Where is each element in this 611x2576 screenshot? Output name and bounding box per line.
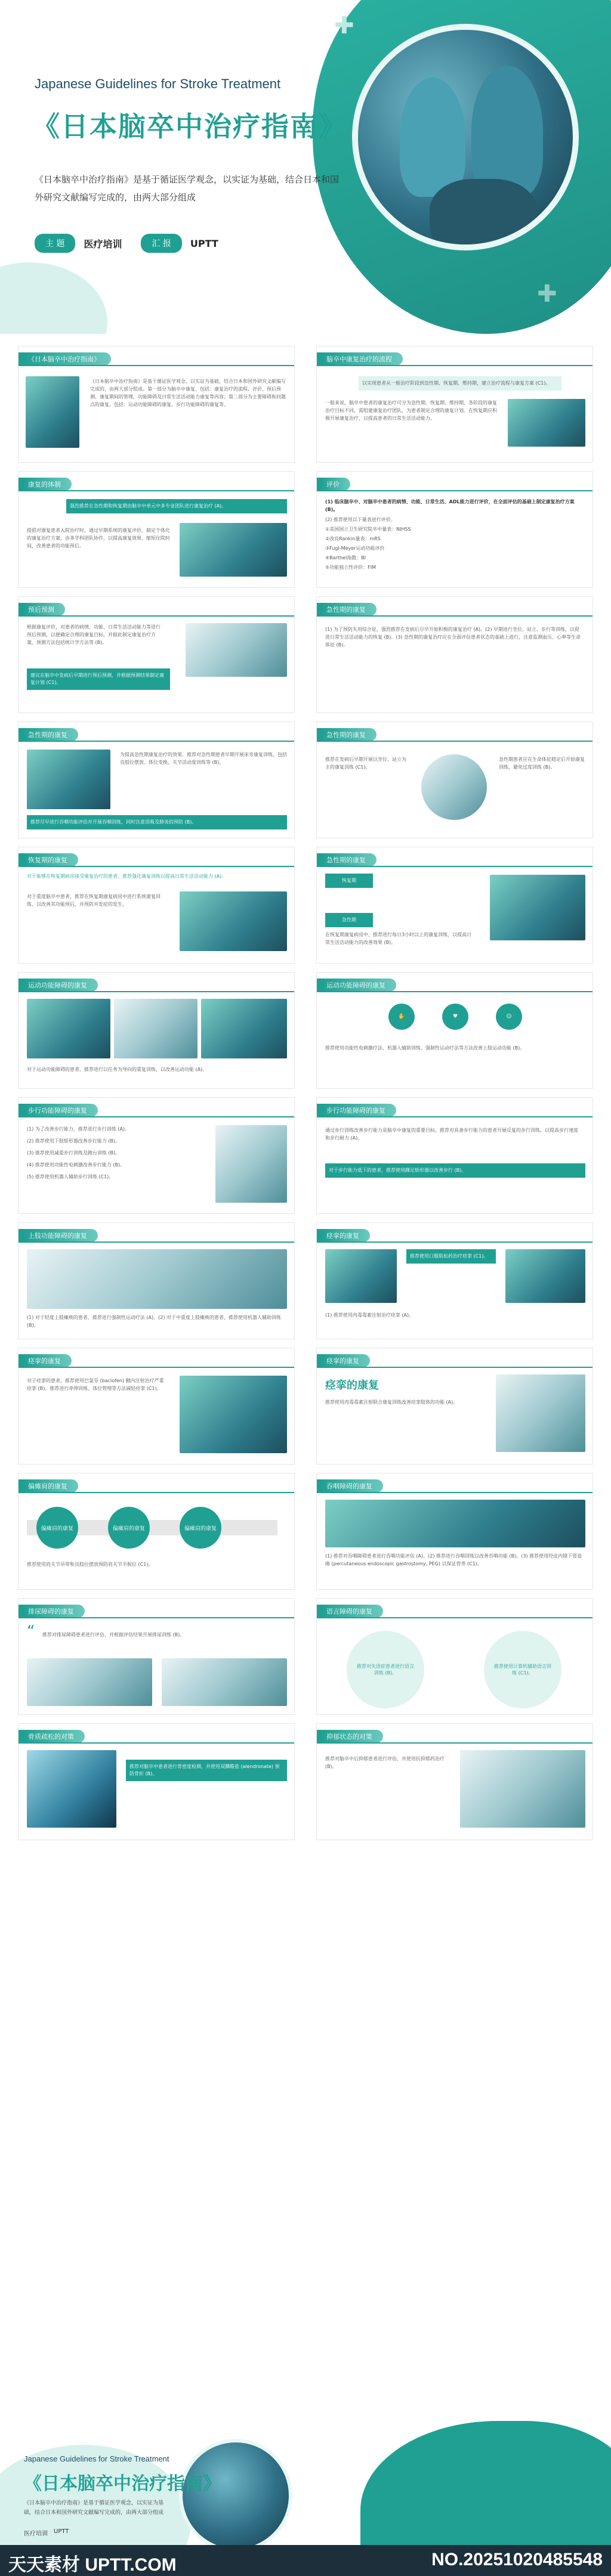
photo (27, 750, 110, 809)
slide-title: 骨质疏松的对策 (23, 1730, 85, 1743)
slide-body: 推荐对脑卒中后抑郁患者进行评估，并使用抗抑郁药治疗 (B)。 (325, 1756, 445, 1769)
photo (114, 999, 198, 1058)
slide (316, 596, 593, 713)
slide (316, 471, 593, 588)
slide-title: 痉挛的康复 (322, 1229, 370, 1242)
slide-box: 推荐使用口服肌松药治疗痉挛 (C1)。 (406, 1249, 496, 1264)
slide-lead: (1) 临床脑卒中、对脑卒中患者的病情、功能、日常生活、ADL能力进行评价，在全面评估的基础上制定康复治疗方案 (B)。 (325, 499, 575, 512)
photo (180, 891, 287, 951)
step-circle: 偏瘫肩的康复 (180, 1507, 221, 1549)
slide-item: (2) 推荐使用以下量表进行评价。 (325, 517, 396, 522)
slide-subheading: 急性期 (325, 913, 373, 927)
slide-lead: 以实现患者从一般治疗阶段到急性期、恢复期、维持期，建立治疗流程与康复方案 (C1)。 (359, 376, 561, 391)
slide (18, 1348, 295, 1465)
hero-english-title: Japanese Guidelines for Stroke Treatment (35, 76, 281, 91)
slide-title: 痉挛的康复 (322, 1354, 370, 1367)
slide (316, 722, 593, 838)
slide-box: 推荐对脑卒中患者进行骨密度检测，并使用双膦酸盐 (alendronate) 预防骨折 (B)。 (126, 1760, 287, 1781)
slide-body: (1) 为了预防失用综合征，强烈推荐在发病后尽早开始积极的康复治疗 (A)。(2) 早期进行坐位、站立、步行等训练，以促进日常生活活动能力的恢复 (B)。(3) 急性期的康复治疗应在全面评估患者状态的基础上进行，注意监测血压、心率等生命体征 (B)。 (325, 627, 581, 648)
slide-body: 通过步行训练改善步行能力是脑卒中康复的重要目标，推荐对具备步行能力的患者开展反复的步行训练，以提高步行速度和步行耐力 (A)。 (325, 1128, 578, 1141)
slide-body: 提倡对康复患者入院治疗时，通过早期系统的康复评价，制定个体化的康复治疗方案，由多学科团队协作，以提高康复效果，缩短住院时间，改善患者的功能预后。 (27, 528, 170, 549)
slide-title: 急性期的康复 (322, 603, 377, 616)
slide-box: 推荐尽早进行吞咽功能评估并开展吞咽训练，同时注意误吸及肺炎的预防 (B)。 (27, 815, 287, 829)
slide-title: 排尿障碍的康复 (23, 1605, 85, 1618)
slide-title: 抑郁状态的对策 (322, 1730, 383, 1743)
slide-title: 急性期的康复 (23, 728, 78, 741)
hero-description: 《日本脑卒中治疗指南》是基于循证医学观念，以实证为基础，结合日本和国外研究文献编写完成的，由两大部分组成 (35, 174, 340, 203)
photo (186, 623, 287, 677)
hero-shape-small (0, 262, 107, 334)
user-icon: ☺ (496, 1004, 522, 1030)
photo (180, 523, 287, 577)
hero-tags (35, 234, 229, 253)
slide-lead: 强烈推荐在急性期和恢复期由脑卒中单元中多专业团队进行康复治疗 (A)。 (66, 499, 287, 513)
slide-title: 语言障碍的康复 (322, 1605, 383, 1618)
slide-title: 急性期的康复 (322, 728, 377, 741)
slide-body: 推荐对排尿障碍患者进行评估，并根据评估结果开展排尿训练 (B)。 (42, 1632, 185, 1637)
slide-body: (1) 对于轻度上肢瘫痪的患者，推荐进行强制性运动疗法 (A)。(2) 对于中重度上肢瘫痪的患者，推荐使用机器人辅助训练 (B)。 (27, 1315, 282, 1328)
photo (26, 376, 79, 448)
slide-lead: 对于能够在恢复期病房接受康复治疗的患者，推荐强化康复训练以提高日常生活活动能力 (A)。 (27, 874, 227, 879)
slide-header (18, 352, 111, 366)
slide-body: (1) 推荐对吞咽障碍患者进行吞咽功能评估 (A)。(2) 推荐进行吞咽训练以改善吞咽功能 (B)。(3) 推荐使用经皮内镜下胃造瘘 (percutaneous endoscopic gastrostomy, PEG) 以保证营养 (C1)。 (325, 1553, 582, 1566)
info-circle: 推荐对失语症患者进行语言训练 (B)。 (347, 1631, 424, 1708)
slide-right-text: 急性期患者应在生命体征稳定后开始康复训练，避免过度训练 (B)。 (499, 757, 585, 770)
slide-title: 吞咽障碍的康复 (322, 1479, 383, 1493)
surgery-photo (352, 24, 579, 250)
heart-icon: ♥ (442, 1004, 468, 1030)
slide-title: 步行功能障碍的康复 (322, 1104, 396, 1117)
photo (508, 399, 585, 447)
slide (18, 722, 295, 838)
plus-icon: ✚ (334, 12, 354, 39)
slide-title: 急性期的康复 (322, 853, 377, 866)
slide (18, 1222, 295, 1339)
step-circle: 偏瘫肩的康复 (36, 1507, 78, 1549)
slide (316, 847, 593, 964)
watermark-id: NO.20251020485548 (431, 2550, 603, 2569)
hand-icon: ✋ (388, 1004, 415, 1030)
slide (18, 596, 295, 713)
slide-body: 《日本脑卒中治疗指南》是基于循证医学观念，以实证为基础，结合日本和国外研究文献编写完成的，由两大部分组成。第一部分为脑卒中康复、包括：康复治疗的流程、评价、预后预测、康复期间的管理，功能障碍及日常生活活动能力康复等内容；第二部分为主要障碍和问题点的康复，包括：运动功能障碍的康复、步行功能障碍的康复等。 (90, 379, 286, 407)
slide-body: 推荐使用肉毒毒素注射联合康复训练改善痉挛肢体的功能 (A)。 (325, 1400, 458, 1405)
slide-item: ①美国国立卫生研究院卒中量表：NIHSS (325, 527, 411, 532)
report-value: UPTT (190, 237, 218, 249)
slide-title: 步行功能障碍的康复 (23, 1104, 98, 1117)
photo (27, 999, 110, 1058)
slide-body: 对于运动功能障碍的患者，推荐进行以任务为导向的重复训练，以改善运动功能 (A)。 (27, 1067, 208, 1072)
slide-title: 运动功能障碍的康复 (322, 979, 396, 992)
hero-cover (0, 0, 611, 334)
photo (27, 1658, 152, 1706)
slide (18, 1097, 295, 1214)
plus-icon: ✚ (537, 280, 557, 308)
quote-icon: “ (27, 1623, 35, 1640)
slide-body: 对于痉挛的患者，推荐使用巴氯芬 (baclofen) 鞘内注射治疗严重痉挛 (B)。推荐进行牵伸训练、体位管理等方法减轻痉挛 (C1)。 (27, 1378, 164, 1391)
slide-item: ③Fugl-Meyer运动功能评价 (325, 546, 385, 551)
slide (316, 1222, 593, 1339)
photo (496, 1374, 585, 1452)
slide-title: 脑卒中康复治疗的流程 (322, 352, 403, 366)
slide (316, 1473, 593, 1590)
slide-item: ⑤功能独立性评价：FIM (325, 565, 377, 570)
slide-title: 上肢功能障碍的康复 (23, 1229, 98, 1242)
step-circle: 偏瘫肩的康复 (108, 1507, 150, 1549)
slide-item: ④Barthel指数：BI (325, 555, 366, 561)
slide-body: 一般来说，脑卒中患者的康复治疗可分为急性期、恢复期、维持期，各阶段的康复治疗目标不同，需组建康复治疗团队，为患者制定合理的康复计划。在恢复期应积极开展康复治疗，以提高患者的日常生活活动能力。 (325, 400, 497, 421)
slide-item: ②改良Rankin量表：mRS (325, 536, 381, 541)
slide-title: 评价 (322, 478, 350, 491)
photo (325, 1500, 585, 1547)
info-circle: 推荐使用计算机辅助语言训练 (C1)。 (484, 1631, 561, 1708)
slide-heading: 痉挛的康复 (325, 1379, 379, 1392)
slide-title: 运动功能障碍的康复 (23, 979, 98, 992)
slide-subheading: 恢复期 (325, 874, 373, 888)
slide-title: 恢复期的康复 (23, 853, 78, 866)
slide-body: 对于重度脑卒中患者，推荐在恢复期康复病房中进行系统康复训练，以改善其功能预后，并预防并发症的发生。 (27, 894, 161, 907)
hero-title: 《日本脑卒中治疗指南》 (32, 110, 347, 143)
photo (215, 1125, 287, 1203)
watermark-site: 天天素材 UPTT.COM (8, 2555, 177, 2575)
slide-title: 偏瘫肩的康复 (23, 1479, 78, 1493)
photo (490, 875, 585, 940)
slide (18, 1598, 295, 1715)
slide-item: (2) 推荐使用下肢矫形器改善步行能力 (B)。 (27, 1138, 121, 1144)
slide-item: (3) 推荐使用减重步行训练及跑台训练 (B)。 (27, 1150, 121, 1156)
slide (18, 346, 295, 463)
slide (316, 346, 593, 463)
slide (316, 1097, 593, 1214)
slide-item: (4) 推荐使用功能性电刺激改善步行能力 (B)。 (27, 1162, 125, 1168)
slide-body: 在恢复期康复病房中，推荐进行每日3小时以上的康复训练，以提高日常生活活动能力的改善效果 (B)。 (325, 932, 472, 945)
slide-item: (1) 为了改善步行能力，推荐进行步行训练 (A)。 (27, 1126, 130, 1132)
slide (18, 972, 295, 1089)
slide-title: 《日本脑卒中治疗指南》 (23, 352, 111, 366)
photo (460, 1750, 585, 1828)
slide (316, 972, 593, 1089)
slide-title: 康复的体制 (23, 478, 72, 491)
slide-body: 为提高急性期康复治疗的效果，推荐对急性期患者早期开展床旁康复训练，包括良肢位摆放、体位变换、关节活动度训练等 (B)。 (120, 752, 287, 765)
slide-item: (5) 推荐使用机器人辅助步行训练 (C1)。 (27, 1174, 114, 1179)
slide-body: 根据康复评价，对患者的病情、功能、日常生活活动能力等进行预后预测，以便确定合理的康复目标，并据此制定康复治疗方案，预测方法包括统计学方法等 (B)。 (27, 624, 161, 645)
slide-body: 推荐使用功能性电刺激疗法、机器人辅助训练、强制性运动疗法等方法改善上肢运动功能 (B)。 (325, 1045, 525, 1051)
slide-body: 推荐使用肩关节吊带和良肢位摆放预防肩关节半脱位 (C1)。 (27, 1562, 153, 1567)
theme-value: 医疗培训 (84, 238, 122, 250)
slide (316, 1348, 593, 1465)
slide-box: 建议在脑卒中发病后早期进行预后预测，并根据预测结果制定康复计划 (C1)。 (27, 668, 170, 690)
photo (201, 999, 287, 1058)
footer-theme: 医疗培训 (24, 2531, 48, 2537)
slide (18, 471, 295, 588)
slide-left-text: 推荐在发病后早期开展以坐位、站立为主的康复训练 (C1)。 (325, 757, 406, 770)
photo (325, 1249, 397, 1303)
footer-english-title: Japanese Guidelines for Stroke Treatment (24, 2454, 169, 2463)
photo (505, 1249, 585, 1303)
photo (162, 1658, 287, 1706)
slide-title: 预后预测 (23, 603, 65, 616)
slide-body: (1) 推荐使用肉毒毒素注射治疗痉挛 (A)。 (325, 1312, 414, 1318)
slide (316, 1723, 593, 1840)
photo (27, 1249, 287, 1309)
slide-title: 痉挛的康复 (23, 1354, 72, 1367)
report-label: 汇 报 (141, 234, 181, 253)
photo (180, 1376, 287, 1453)
slide (18, 847, 295, 964)
slide (18, 1723, 295, 1840)
footer-title: 《日本脑卒中治疗指南》 (24, 2473, 221, 2494)
footer-description: 《日本脑卒中治疗指南》是基于循证医学观念，以实证为基础，结合日本和国外研究文献编写完成的，由两大部分组成 (24, 2500, 164, 2516)
slide (18, 1473, 295, 1590)
photo (421, 754, 487, 820)
surgery-photo (179, 2439, 292, 2552)
xray-photo (27, 1750, 116, 1828)
slide (316, 1598, 593, 1715)
theme-label: 主 题 (35, 234, 75, 253)
footer-report: UPTT (54, 2528, 69, 2535)
slide-box: 对于步行能力低下的患者，推荐使用踝足矫形器以改善步行 (B)。 (325, 1163, 585, 1178)
